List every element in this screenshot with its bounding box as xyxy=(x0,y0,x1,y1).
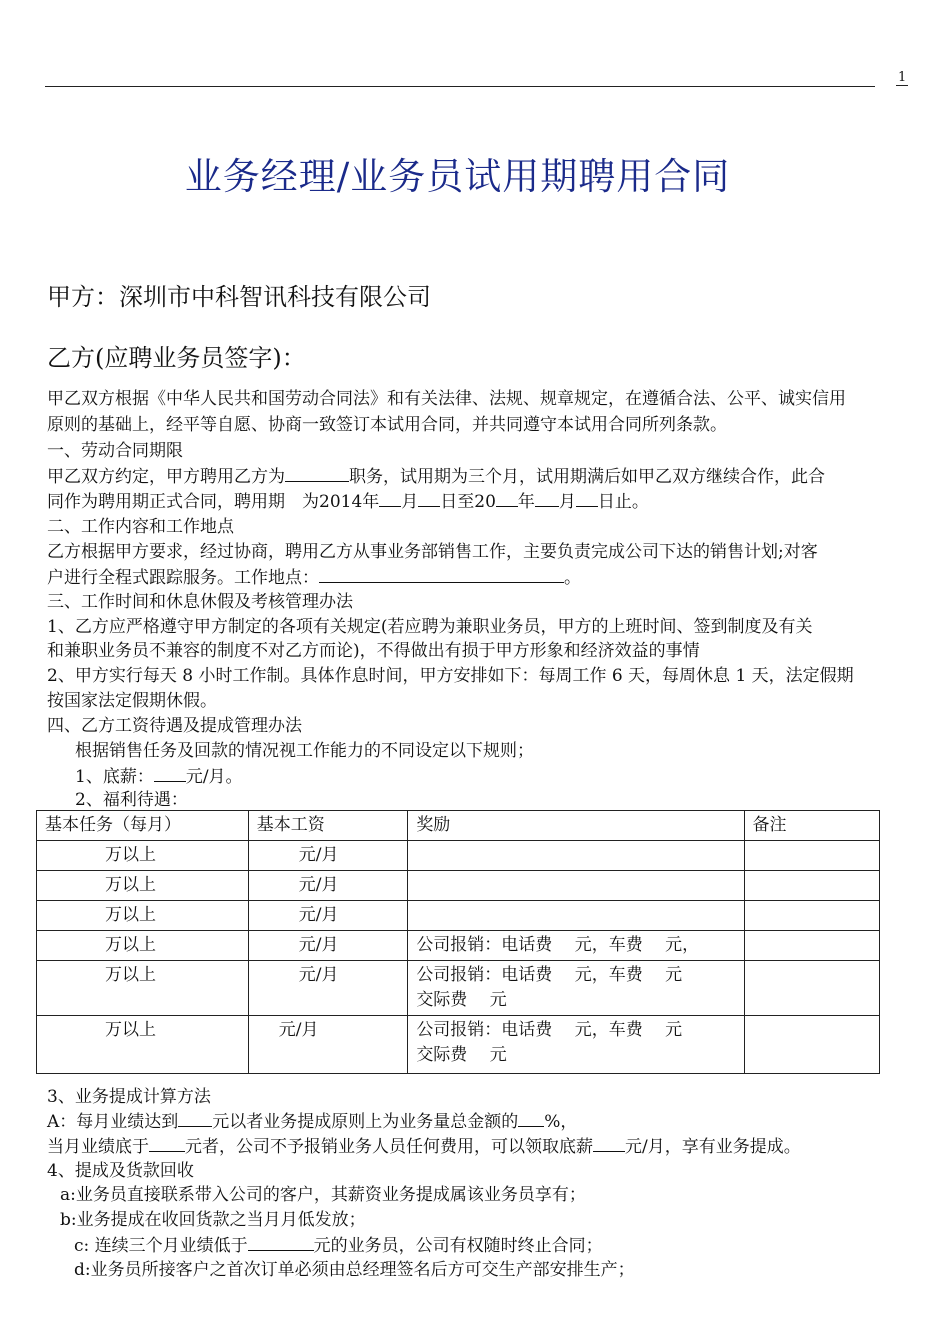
min-salary-blank[interactable] xyxy=(593,1133,625,1152)
note-cell[interactable] xyxy=(744,931,880,961)
start-month-blank[interactable] xyxy=(379,488,401,507)
start-day-blank[interactable] xyxy=(418,488,440,507)
s1-month-label: 月 xyxy=(401,492,419,512)
note-cell[interactable] xyxy=(744,1016,880,1074)
header-salary: 基本工资 xyxy=(248,811,408,841)
s1-text-b: 职务，试用期为三个月，试用期满后如甲乙双方继续合作，此合 xyxy=(349,467,825,487)
reward-cell[interactable]: 公司报销：电话费 元，车费 元， xyxy=(408,931,744,961)
commission-percent-blank[interactable] xyxy=(518,1108,544,1127)
section-1-heading: 一、劳动合同期限 xyxy=(47,441,183,461)
base-salary-unit: 元/月。 xyxy=(185,767,243,787)
salary-cell[interactable]: 元/月 xyxy=(248,841,408,871)
task-cell[interactable]: 万以上 xyxy=(37,1016,249,1074)
party-a: 甲方：深圳市中科智讯科技有限公司 xyxy=(47,283,431,311)
task-cell[interactable]: 万以上 xyxy=(37,961,249,1016)
min-amount-blank[interactable] xyxy=(149,1133,185,1152)
document-title: 业务经理/业务员试用期聘用合同 xyxy=(184,155,731,198)
s2-text-a: 户进行全程式跟踪服务。工作地点： xyxy=(47,568,319,588)
task-cell[interactable]: 万以上 xyxy=(37,841,249,871)
party-b: 乙方(应聘业务员签字)： xyxy=(47,344,306,372)
section-4-line-1: 根据销售任务及回款的情况视工作能力的不同设定以下规则； xyxy=(75,741,534,761)
reward-cell[interactable]: 公司报销：电话费 元，车费 元 交际费 元 xyxy=(408,961,744,1016)
section-2-heading: 二、工作内容和工作地点 xyxy=(47,517,234,537)
section-2-line-2 xyxy=(47,564,581,591)
low-performance-blank[interactable] xyxy=(248,1232,314,1251)
task-cell[interactable]: 万以上 xyxy=(37,901,249,931)
end-year-blank[interactable] xyxy=(496,488,518,507)
salary-cell[interactable]: 元/月 xyxy=(248,931,408,961)
section-3-line-1: 1、乙方应严格遵守甲方制定的各项有关规定(若应聘为兼职业务员，甲方的上班时间、签到制度及有关 xyxy=(47,617,813,637)
page-number: 1 xyxy=(898,70,907,85)
end-day-blank[interactable] xyxy=(576,488,598,507)
header-rule xyxy=(45,86,875,87)
rule-a: a:业务员直接联系带入公司的客户，其薪资业务提成属该业务员享有； xyxy=(60,1185,586,1205)
table-row xyxy=(37,841,880,871)
salary-cell[interactable]: 元/月 xyxy=(248,901,408,931)
section-5-heading: 3、业务提成计算方法 xyxy=(47,1087,211,1107)
table-row xyxy=(37,931,880,961)
note-cell[interactable] xyxy=(744,841,880,871)
rule-b: b:业务提成在收回货款之当月月低发放； xyxy=(60,1210,366,1230)
table-header-row xyxy=(37,811,880,841)
commission-rule-a: A：每月业绩达到 元以者业务提成原则上为业务量总金额的 %， xyxy=(47,1108,577,1135)
section-6-heading: 4、提成及货款回收 xyxy=(47,1161,194,1181)
benefits-table xyxy=(36,810,880,1074)
header-reward: 奖励 xyxy=(408,811,744,841)
target-amount-blank[interactable] xyxy=(178,1108,212,1127)
salary-cell[interactable]: 元/月 xyxy=(248,961,408,1016)
note-cell[interactable] xyxy=(744,961,880,1016)
rule-d: d:业务员所接客户之首次订单必须由总经理签名后方可交生产部安排生产； xyxy=(74,1260,635,1280)
table-row xyxy=(37,1016,880,1074)
section-1-line-1 xyxy=(47,463,825,490)
s1-month-label-2: 月 xyxy=(558,492,576,512)
section-3-line-3: 2、甲方实行每天 8 小时工作制。具体作息时间，甲方安排如下：每周工作 6 天，每周休息 1 天，法定假期 xyxy=(47,666,854,686)
note-cell[interactable] xyxy=(744,901,880,931)
commission-rule-b: 当月业绩底于 元者，公司不予报销业务人员任何费用，可以领取底薪 元/月，享有业务提成。 xyxy=(47,1133,801,1160)
s1-text-c: 同作为聘用期正式合同，聘用期 为2014年 xyxy=(47,492,380,512)
reward-cell[interactable] xyxy=(408,841,744,871)
section-4-line-3: 2、福利待遇： xyxy=(75,790,188,810)
section-3-line-2: 和兼职业务员不兼容的制度不对乙方而论)，不得做出有损于甲方形象和经济效益的事情 xyxy=(47,641,700,661)
section-1-line-2 xyxy=(47,488,649,515)
rule-c: c: 连续三个月业绩低于 元的业务员，公司有权随时终止合同； xyxy=(74,1232,603,1259)
task-cell[interactable]: 万以上 xyxy=(37,871,249,901)
task-cell[interactable]: 万以上 xyxy=(37,931,249,961)
section-3-line-4: 按国家法定假期休假。 xyxy=(47,691,217,711)
position-blank[interactable] xyxy=(285,463,349,482)
reward-cell[interactable] xyxy=(408,901,744,931)
table-row xyxy=(37,871,880,901)
intro-line-2: 原则的基础上，经平等自愿、协商一致签订本试用合同，并共同遵守本试用合同所列条款。 xyxy=(47,415,727,435)
header-task: 基本任务（每月） xyxy=(37,811,249,841)
note-cell[interactable] xyxy=(744,871,880,901)
section-4-line-2 xyxy=(75,763,243,790)
s1-text-d: 日至20 xyxy=(440,492,496,512)
table-row xyxy=(37,961,880,1016)
section-4-heading: 四、乙方工资待遇及提成管理办法 xyxy=(47,716,302,736)
reward-cell[interactable]: 公司报销：电话费 元，车费 元 交际费 元 xyxy=(408,1016,744,1074)
intro-line-1: 甲乙双方根据《中华人民共和国劳动合同法》和有关法律、法规、规章规定，在遵循合法、公平、诚实信用 xyxy=(47,389,846,409)
table-row xyxy=(37,901,880,931)
salary-cell[interactable]: 元/月 xyxy=(248,1016,408,1074)
s2-text-b: 。 xyxy=(564,568,581,588)
end-month-blank[interactable] xyxy=(535,488,559,507)
header-note: 备注 xyxy=(744,811,880,841)
s1-text-a: 甲乙双方约定，甲方聘用乙方为 xyxy=(47,467,285,487)
reward-cell[interactable] xyxy=(408,871,744,901)
section-2-line-1: 乙方根据甲方要求，经过协商，聘用乙方从事业务部销售工作，主要负责完成公司下达的销售计划;对客 xyxy=(47,542,818,562)
base-salary-blank[interactable] xyxy=(154,763,186,782)
salary-cell[interactable]: 元/月 xyxy=(248,871,408,901)
s1-text-end: 日止。 xyxy=(597,492,649,512)
base-salary-label: 1、底薪： xyxy=(75,767,154,787)
work-location-blank[interactable] xyxy=(319,564,564,583)
section-3-heading: 三、工作时间和休息休假及考核管理办法 xyxy=(47,592,353,612)
s1-year-label: 年 xyxy=(517,492,535,512)
